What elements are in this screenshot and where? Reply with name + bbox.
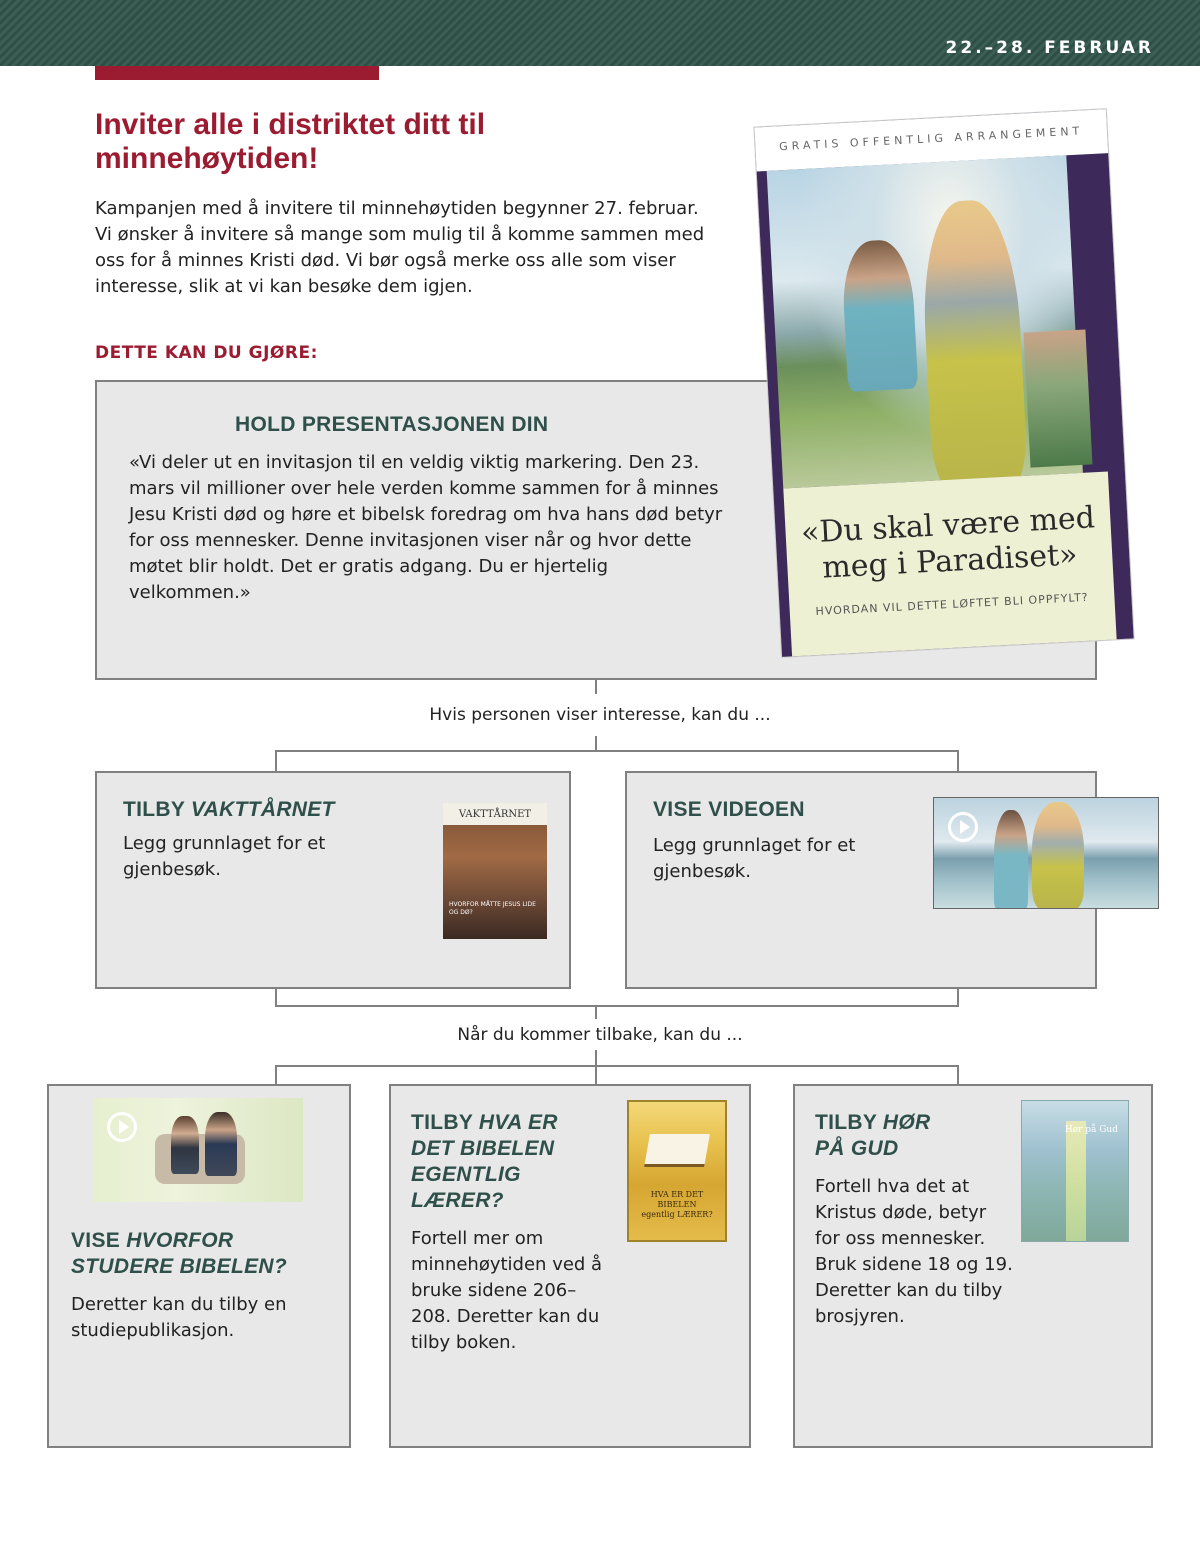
play-icon[interactable] (107, 1112, 137, 1142)
watchtower-cover (443, 803, 547, 939)
listen-to-god-cover (1021, 1100, 1129, 1242)
connector-line (275, 1005, 959, 1007)
watchtower-cover-title: VAKTTÅRNET (458, 809, 532, 820)
bible-teach-cover-line2: BIBELEN (657, 1200, 697, 1209)
show-study-video-title: VISE HVORFOR STUDERE BIBELEN? (71, 1229, 287, 1278)
bible-teach-cover-line1: HVA ER DET (650, 1190, 704, 1199)
offer-listen-to-god-text: Fortell hva det at Kristus døde, betyr for oss mennesker. Bruk sidene 18 og 19. Deretter kan du tilby brosjyren. (815, 1176, 1013, 1327)
connector-line (595, 680, 597, 694)
video-thumbnail[interactable] (933, 797, 1159, 909)
connector-line (595, 1050, 597, 1086)
poster-quote-line2: meg i Paradiset» (821, 537, 1079, 586)
connector-text-return: Når du kommer tilbake, kan du ... (457, 1025, 743, 1045)
play-icon[interactable] (948, 812, 978, 842)
connector-line (275, 750, 959, 752)
accent-bar (95, 66, 379, 80)
bible-teach-cover-line3: egentlig LÆRER? (641, 1210, 713, 1219)
show-video-title: VISE VIDEOEN (653, 798, 805, 821)
connector-line (275, 750, 277, 772)
poster-tagline: GRATIS OFFENTLIG ARRANGEMENT (778, 124, 1084, 154)
section-subhead: DETTE KAN DU GJØRE: (95, 343, 318, 363)
offer-bible-teach-title: TILBY HVA ER DET BIBELEN EGENTLIG LÆRER? (411, 1111, 558, 1212)
connector-line (957, 988, 959, 1006)
poster-caption-area (783, 472, 1116, 657)
connector-line (595, 1005, 597, 1019)
listen-to-god-cover-title: Hør på Gud (1064, 1125, 1118, 1135)
invitation-poster (754, 109, 1133, 657)
offer-watchtower-card (95, 771, 571, 989)
show-study-video-text: Deretter kan du tilby en studiepublikasjon. (71, 1294, 287, 1341)
offer-watchtower-title: TILBY VAKTTÅRNET (123, 798, 335, 821)
offer-listen-to-god-title: TILBY HØR PÅ GUD (815, 1111, 931, 1160)
connector-line (275, 1065, 959, 1067)
intro-paragraph: Kampanjen med å invitere til minnehøytiden begynner 27. februar. Vi ønsker å invitere så mange som mulig til å komme sammen med oss for å minnes Kristi død. Vi bør også merke oss alle som viser interesse, slik at vi kan besøke dem igjen. (95, 198, 705, 297)
show-video-text: Legg grunnlaget for et gjenbesøk. (653, 835, 856, 882)
offer-listen-to-god-card (793, 1084, 1153, 1448)
presentation-text: «Vi deler ut en invitasjon til en veldig viktig markering. Den 23. mars vil millioner over hele verden komme sammen for å minnes Jesu Kristi død og høre et bibelsk foredrag om hva hans død betyr for oss mennesker. Denne invitasjonen viser når og hvor dette møtet blir holdt. Det er gratis adgang. Du er hjertelig velkommen.» (129, 452, 723, 603)
offer-bible-teach-card (389, 1084, 751, 1448)
connector-line (275, 1065, 277, 1085)
offer-watchtower-text: Legg grunnlaget for et gjenbesøk. (123, 833, 326, 880)
offer-bible-teach-text: Fortell mer om minnehøytiden ved å bruke sidene 206–208. Deretter kan du tilby boken. (411, 1228, 603, 1353)
poster-subtitle: HVORDAN VIL DETTE LØFTET BLI OPPFYLT? (815, 590, 1089, 619)
connector-line (957, 750, 959, 772)
connector-text-interest: Hvis personen viser interesse, kan du ... (429, 705, 771, 725)
connector-line (957, 1065, 959, 1085)
date-range: 22.–28. FEBRUAR (945, 38, 1154, 58)
poster-photo (767, 155, 1083, 488)
study-video-thumbnail[interactable] (93, 1098, 303, 1202)
presentation-title: HOLD PRESENTASJONEN DIN (235, 413, 549, 436)
top-banner (0, 0, 1200, 66)
page-title: Inviter alle i distriktet ditt til minnehøytiden! (95, 108, 486, 175)
watchtower-cover-caption: HVORFOR MÅTTE JESUS LIDE OG DØ? (449, 901, 536, 916)
poster-quote-line1: «Du skal være med (800, 500, 1096, 551)
bible-teach-cover (627, 1100, 727, 1242)
connector-line (275, 988, 277, 1006)
